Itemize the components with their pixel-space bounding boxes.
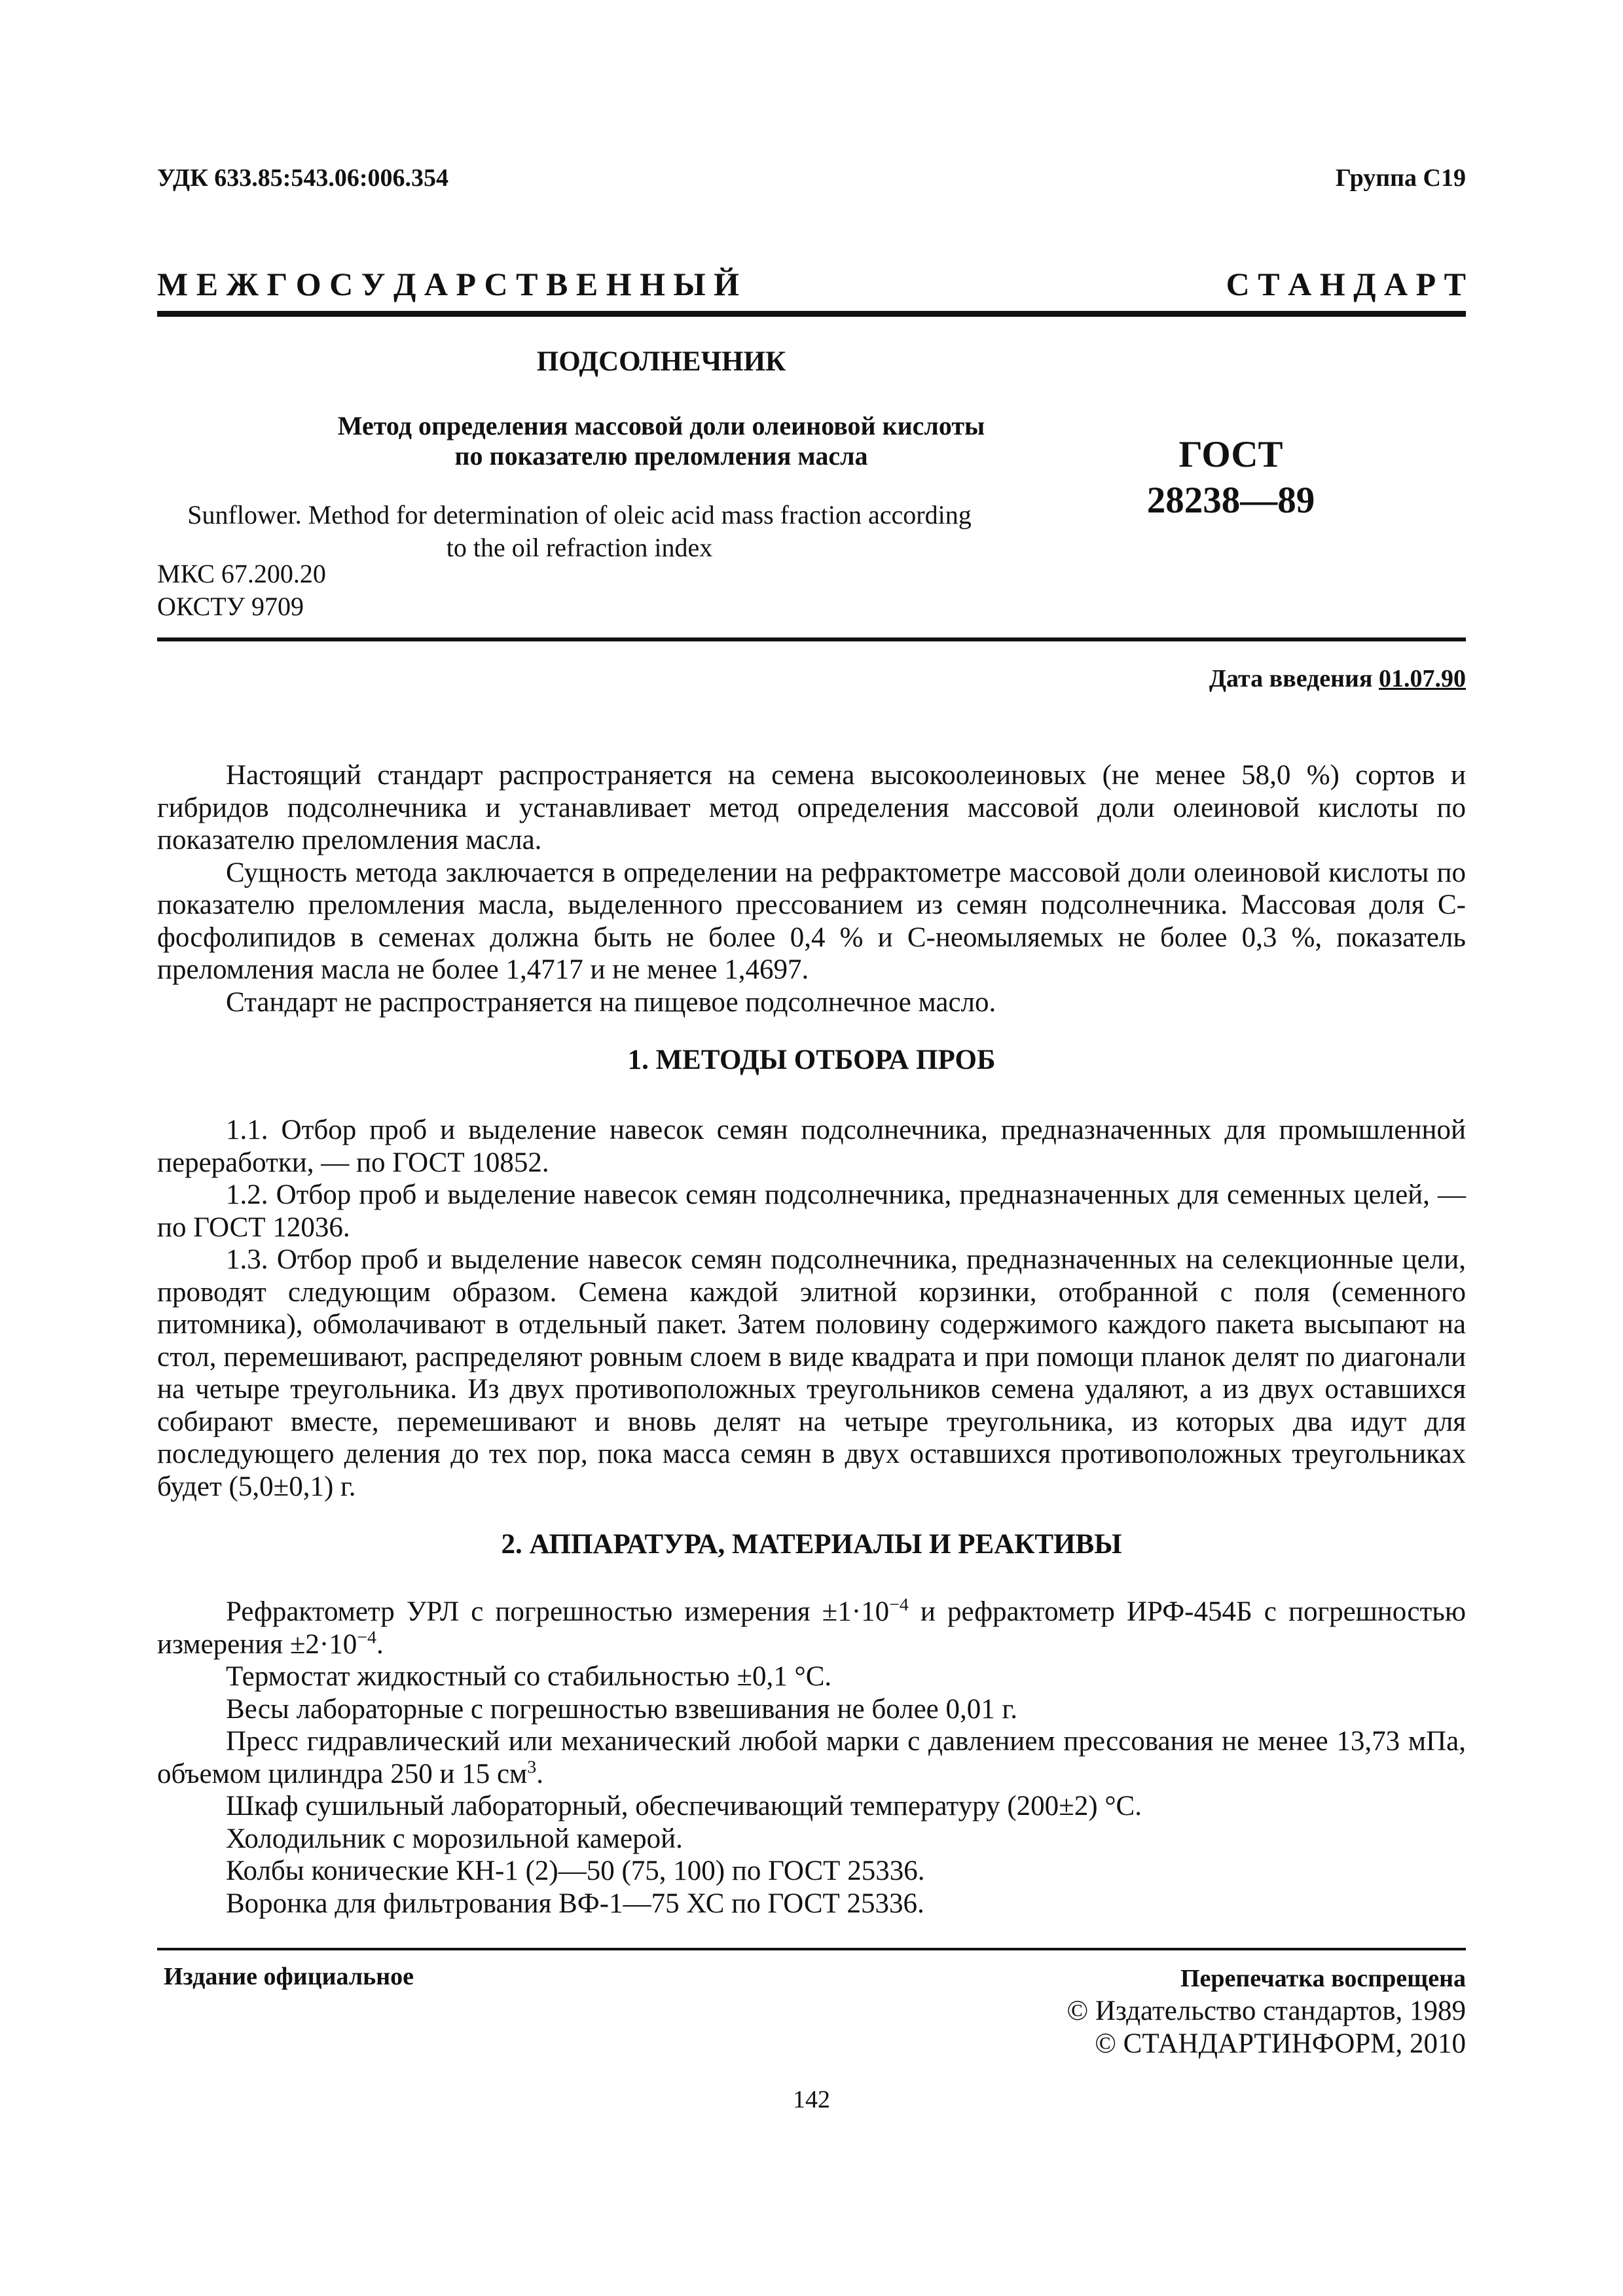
clause-1-2: 1.2. Отбор проб и выделение навесок семян подсолнечника, предназначенных для семенных целей, — по ГОСТ 12036. xyxy=(157,1179,1466,1243)
official-edition: Издание официальное xyxy=(164,1963,414,1990)
clause-1-3: 1.3. Отбор проб и выделение навесок семян подсолнечника, предназначенных на селекционные цели, проводят следующим образом. Семена каждой элитной корзинки, отобранной с поля (семенного питомника), обмолачивают в отдельный пакет. Затем половину содержимого каждого пакета высыпают на стол, перемешивают, распределяют ровным слоем в виде квадрата и при помощи планок делят по диагонали на четыре треугольника. Из двух противоположных треугольников семена удаляют, а из двух оставшихся собирают вместе, перемешивают и вновь делят на четыре треугольника, из которых два идут для последующего деления до тех пор, пока масса семян в двух оставшихся противоположных треугольниках будет (5,0±0,1) г. xyxy=(157,1244,1466,1502)
footer-rights xyxy=(1067,1962,1466,2060)
page-title: ПОДСОЛНЕЧНИК xyxy=(536,346,786,377)
footer-divider xyxy=(157,1948,1466,1950)
reprint-notice: Перепечатка воспрещена xyxy=(1180,1965,1466,1992)
mks-code: МКС 67.200.20 xyxy=(157,559,326,588)
intro-paragraph: Настоящий стандарт распространяется на семена высокоолеиновых (не менее 58,0 %) сортов и гибридов подсолнечника и устанавливает метод определения массовой доли олеиновой кислоты по показателю преломления масла. xyxy=(157,760,1466,855)
equipment-flasks: Колбы конические КН-1 (2)—50 (75, 100) по ГОСТ 25336. xyxy=(226,1856,925,1886)
copyright-1989: © Издательство стандартов, 1989 xyxy=(1067,1996,1466,2026)
english-title-line-1: Sunflower. Method for determination of oleic acid mass fraction according xyxy=(187,500,972,529)
equipment-thermostat: Термостат жидкостный со стабильностью ±0,1 °С. xyxy=(226,1661,832,1692)
clause-1-1: 1.1. Отбор проб и выделение навесок семян подсолнечника, предназначенных для промышленной переработки, — по ГОСТ 10852. xyxy=(157,1115,1466,1178)
equipment-drying-cabinet: Шкаф сушильный лабораторный, обеспечивающий температуру (200±2) °С. xyxy=(226,1791,1142,1821)
equipment-refractometers: Рефрактометр УРЛ с погрешностью измерения $\pm 1\cdot 10^{-4}$ и рефрактометр ИРФ-454Б с погрешностью измерения $\pm 2\cdot 10^{-4}$. xyxy=(157,1594,1466,1660)
english-title xyxy=(157,499,1002,564)
intro-text xyxy=(157,759,1466,1018)
banner-word-standard: С Т А Н Д А Р Т xyxy=(1226,266,1466,302)
header-divider xyxy=(157,637,1466,641)
okstu-code: ОКСТУ 9709 xyxy=(157,592,304,621)
gost-designation xyxy=(1120,432,1342,524)
equipment-scales: Весы лабораторные с погрешностью взвешивания не более 0,01 г. xyxy=(226,1693,1018,1725)
section-1-heading: 1. МЕТОДЫ ОТБОРА ПРОБ xyxy=(627,1045,996,1075)
equipment-funnel: Воронка для фильтрования ВФ-1—75 ХС по ГОСТ 25336. xyxy=(226,1888,924,1919)
effective-date xyxy=(1209,664,1466,693)
equipment-refrigerator: Холодильник с морозильной камерой. xyxy=(226,1823,683,1854)
subtitle-line-2: по показателю преломления масла xyxy=(454,441,868,471)
section-2-text xyxy=(157,1596,1466,1920)
banner-word-interstate: М Е Ж Г О С У Д А Р С Т В Е Н Н Ы Й xyxy=(157,266,739,302)
classification-codes xyxy=(157,558,326,623)
intro-paragraph: Стандарт не распространяется на пищевое подсолнечное масло. xyxy=(226,986,996,1018)
page-number: 142 xyxy=(793,2086,830,2113)
group-code: Группа С19 xyxy=(1335,164,1466,192)
effective-date-label: Дата введения xyxy=(1209,665,1373,692)
section-1-text xyxy=(157,1114,1466,1503)
effective-date-value: 01.07.90 xyxy=(1379,665,1466,692)
gost-number: 28238—89 xyxy=(1146,480,1315,521)
standard-banner xyxy=(157,265,1466,317)
intro-paragraph: Сущность метода заключается в определении на рефрактометре массовой доли олеиновой кислоты по показателю преломления масла, выделенного прессованием из семян подсолнечника. Массовая доля С-фосфолипидов в семенах должна быть не более 0,4 % и С-неомыляемых не более 0,3 %, показатель преломления масла не более 1,4717 и не менее 1,4697. xyxy=(157,857,1466,985)
gost-label: ГОСТ xyxy=(1178,434,1283,475)
equipment-press: Пресс гидравлический или механический любой марки с давлением прессования не менее 13,73 мПа, объемом цилиндра 250 и 15 $см^3$. xyxy=(157,1726,1466,1789)
udk-code: УДК 633.85:543.06:006.354 xyxy=(157,164,449,192)
english-title-line-2: to the oil refraction index xyxy=(446,533,713,562)
section-2-heading: 2. АППАРАТУРА, МАТЕРИАЛЫ И РЕАКТИВЫ xyxy=(501,1529,1122,1560)
copyright-2010: © СТАНДАРТИНФОРМ, 2010 xyxy=(1095,2028,1466,2059)
subtitle-line-1: Метод определения массовой доли олеиновой кислоты xyxy=(337,411,985,440)
